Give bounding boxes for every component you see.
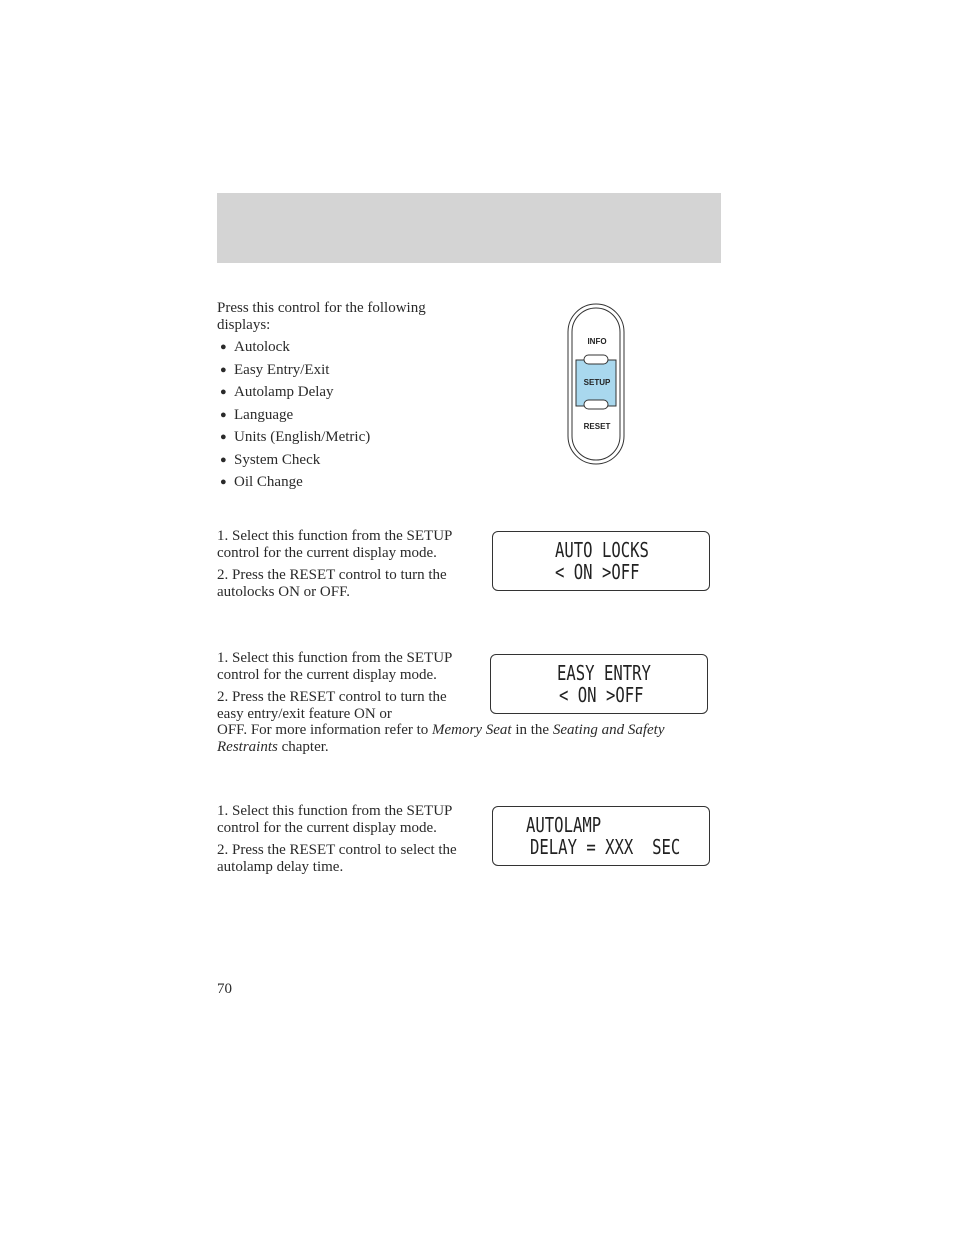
display-list-item <box>217 384 467 401</box>
seating-chapter-reference: Seating and Safety Restraints <box>217 722 665 755</box>
easy-entry-display-line-1: EASY ENTRY <box>557 661 651 685</box>
bullet-icon: ● <box>220 363 227 376</box>
bullet-icon: ● <box>220 476 227 488</box>
autolamp-step-1: 1. Select this function from the SETUP control for the current display mode. <box>217 803 452 836</box>
easy-entry-step-2-part-b: OFF. For more information refer to <box>217 722 433 738</box>
section-header-band <box>217 193 721 263</box>
display-list-item-label: Autolock <box>234 339 290 355</box>
intro-section <box>217 300 467 497</box>
autolock-step-2: 2. Press the RESET control to turn the autolocks ON or OFF. <box>217 567 447 600</box>
autolock-display <box>492 531 710 591</box>
display-list-item-label: Easy Entry/Exit <box>234 361 330 378</box>
easy-entry-step-2-part-a: 2. Press the RESET control to turn the easy entry/exit feature ON or <box>217 689 447 722</box>
display-list-item-label: Language <box>234 406 294 423</box>
display-list-item-label: System Check <box>234 451 321 468</box>
intro-text: Press this control for the following displays: <box>217 300 426 333</box>
display-list-item <box>217 429 467 446</box>
autolamp-display-line-1: AUTOLAMP <box>526 813 602 837</box>
autolock-display-line-2: < ON >OFF <box>555 560 640 584</box>
autolock-steps <box>217 528 467 600</box>
reset-button-label: RESET <box>583 422 611 431</box>
display-list-item-label: Units (English/Metric) <box>234 429 371 445</box>
easy-entry-step-2-end: chapter. <box>277 738 329 755</box>
memory-seat-reference: Memory Seat <box>432 722 512 738</box>
bullet-icon: ● <box>220 408 227 421</box>
easy-entry-step-2-connector: in the <box>511 722 553 738</box>
display-list-item <box>217 474 467 491</box>
info-button-label: INFO <box>587 337 607 346</box>
bullet-icon: ● <box>220 453 227 466</box>
autolamp-step-2: 2. Press the RESET control to select the autolamp delay time. <box>217 842 457 875</box>
easy-entry-step-1: 1. Select this function from the SETUP control for the current display mode. <box>217 650 452 683</box>
autolamp-display-line-2: DELAY = XXX SEC <box>530 835 681 859</box>
display-list-item <box>217 362 467 379</box>
display-list-item <box>217 452 467 469</box>
bullet-icon: ● <box>220 431 227 443</box>
autolamp-display <box>492 806 710 866</box>
setup-control-illustration <box>566 302 628 466</box>
easy-entry-display <box>490 654 708 714</box>
display-list-item-label: Oil Change <box>234 474 303 490</box>
display-list <box>217 339 467 491</box>
display-list-item <box>217 407 467 424</box>
easy-entry-display-line-2: < ON >OFF <box>559 683 644 707</box>
autolock-display-line-1: AUTO LOCKS <box>555 538 649 562</box>
bullet-icon: ● <box>220 386 227 398</box>
autolamp-steps <box>217 803 475 875</box>
bullet-icon: ● <box>220 341 227 353</box>
display-list-item <box>217 339 467 356</box>
setup-button-label: SETUP <box>583 378 611 387</box>
page-number: 70 <box>217 981 232 997</box>
display-list-item-label: Autolamp Delay <box>234 384 334 400</box>
autolock-step-1: 1. Select this function from the SETUP control for the current display mode. <box>217 528 452 561</box>
